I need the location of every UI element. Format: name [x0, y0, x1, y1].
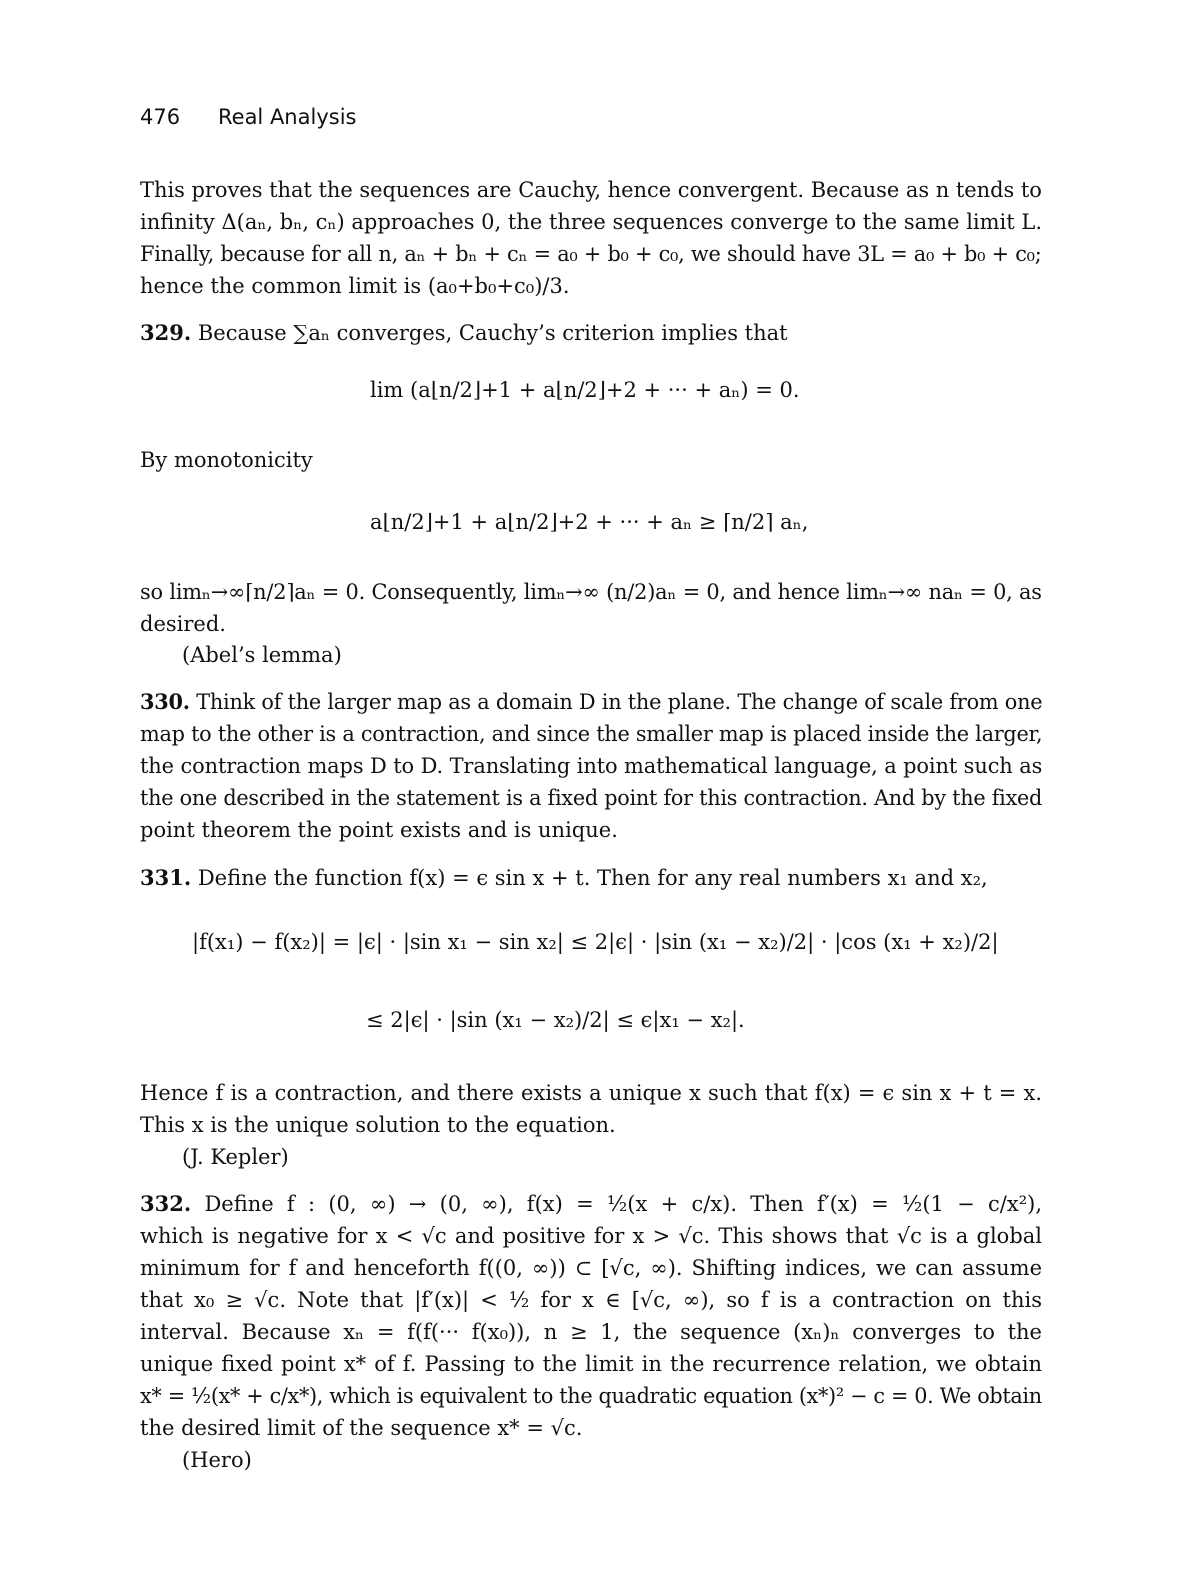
paragraph-329-after	[140, 576, 1042, 640]
text-line: point theorem the point exists and is unique.	[140, 818, 618, 842]
problem-number: 330.	[140, 689, 190, 714]
attribution-332	[182, 1444, 1042, 1476]
text-line: hence the common limit is (a₀+b₀+c₀)/3.	[140, 274, 570, 298]
text-line: infinity Δ(aₙ, bₙ, cₙ) approaches 0, the three sequences converge to the same limit L.	[140, 210, 1042, 234]
attribution-331	[182, 1141, 1042, 1173]
equation-329-monotonicity	[370, 510, 808, 534]
equation-329-limit	[370, 378, 800, 402]
text-line: This x is the unique solution to the equation.	[140, 1113, 616, 1137]
equation-text: ≤ 2|ϵ| · |sin (x₁ − x₂)/2| ≤ ϵ|x₁ − x₂|.	[366, 1008, 745, 1032]
text-line: interval. Because xₙ = f(f(··· f(x₀)), n ≥ 1, the sequence (xₙ)ₙ converges to the	[140, 1320, 1042, 1344]
running-title: Real Analysis	[218, 105, 357, 129]
paragraph-329-mid	[140, 444, 1042, 476]
equation-text: lim (a⌊n/2⌋+1 + a⌊n/2⌋+2 + ··· + aₙ) = 0.	[370, 378, 800, 402]
text-line: map to the other is a contraction, and since the smaller map is placed inside the larger,	[140, 722, 1043, 746]
paragraph-331-after	[140, 1077, 1042, 1141]
paragraph-intro	[140, 174, 1042, 302]
paragraph-331	[140, 862, 1042, 894]
text-line: Finally, because for all n, aₙ + bₙ + cₙ = a₀ + b₀ + c₀, we should have 3L = a₀ + b₀ + c₀;	[140, 242, 1042, 266]
page-number: 476	[140, 105, 181, 129]
equation-331-line2	[366, 1008, 745, 1032]
text-line: x* = ½(x* + c/x*), which is equivalent to the quadratic equation (x*)² − c = 0. We obtain	[140, 1384, 1042, 1408]
attribution: (Abel’s lemma)	[182, 643, 342, 667]
running-head	[140, 105, 356, 129]
text-line: By monotonicity	[140, 448, 313, 472]
text-line: unique fixed point x* of f. Passing to the limit in the recurrence relation, we obtain	[140, 1352, 1042, 1376]
text-line: Hence f is a contraction, and there exists a unique x such that f(x) = ϵ sin x + t = x.	[140, 1081, 1042, 1105]
equation-331-line1	[192, 930, 999, 954]
problem-number: 329.	[140, 320, 192, 345]
text-line: Because ∑aₙ converges, Cauchy’s criterion implies that	[197, 321, 788, 345]
problem-number: 331.	[140, 865, 192, 890]
problem-number: 332.	[140, 1191, 192, 1216]
text-line: so limₙ→∞⌈n/2⌉aₙ = 0. Consequently, limₙ→∞ (n/2)aₙ = 0, and hence limₙ→∞ naₙ = 0, as	[140, 580, 1042, 604]
attribution: (Hero)	[182, 1448, 252, 1472]
text-line: the one described in the statement is a fixed point for this contraction. And by the fixed	[140, 786, 1043, 810]
text-line: desired.	[140, 612, 226, 636]
equation-text: a⌊n/2⌋+1 + a⌊n/2⌋+2 + ··· + aₙ ≥ ⌈n/2⌉ aₙ,	[370, 510, 809, 534]
text-line: that x₀ ≥ √c. Note that |f′(x)| < ½ for x ∈ [√c, ∞), so f is a contraction on this	[140, 1288, 1042, 1312]
text-line: the desired limit of the sequence x* = √c.	[140, 1416, 583, 1440]
text-line: minimum for f and henceforth f((0, ∞)) ⊂ [√c, ∞). Shifting indices, we can assume	[140, 1256, 1042, 1280]
text-line: Define f : (0, ∞) → (0, ∞), f(x) = ½(x + c/x). Then f′(x) = ½(1 − c/x²),	[204, 1192, 1042, 1216]
attribution: (J. Kepler)	[182, 1145, 289, 1169]
text-line: the contraction maps D to D. Translating into mathematical language, a point such as	[140, 754, 1043, 778]
text-line: Define the function f(x) = ϵ sin x + t. Then for any real numbers x₁ and x₂,	[197, 866, 988, 890]
paragraph-332	[140, 1188, 1042, 1444]
paragraph-329	[140, 317, 1042, 349]
text-line: Think of the larger map as a domain D in the plane. The change of scale from one	[196, 690, 1043, 714]
text-line: which is negative for x < √c and positive for x > √c. This shows that √c is a global	[140, 1224, 1042, 1248]
text-line: This proves that the sequences are Cauchy, hence convergent. Because as n tends to	[140, 178, 1042, 202]
paragraph-330	[140, 686, 1042, 846]
attribution-329	[182, 639, 1042, 671]
equation-text: |f(x₁) − f(x₂)| = |ϵ| · |sin x₁ − sin x₂| ≤ 2|ϵ| · |sin (x₁ − x₂)/2| · |cos (x₁ + x₂)/2|	[192, 930, 999, 954]
